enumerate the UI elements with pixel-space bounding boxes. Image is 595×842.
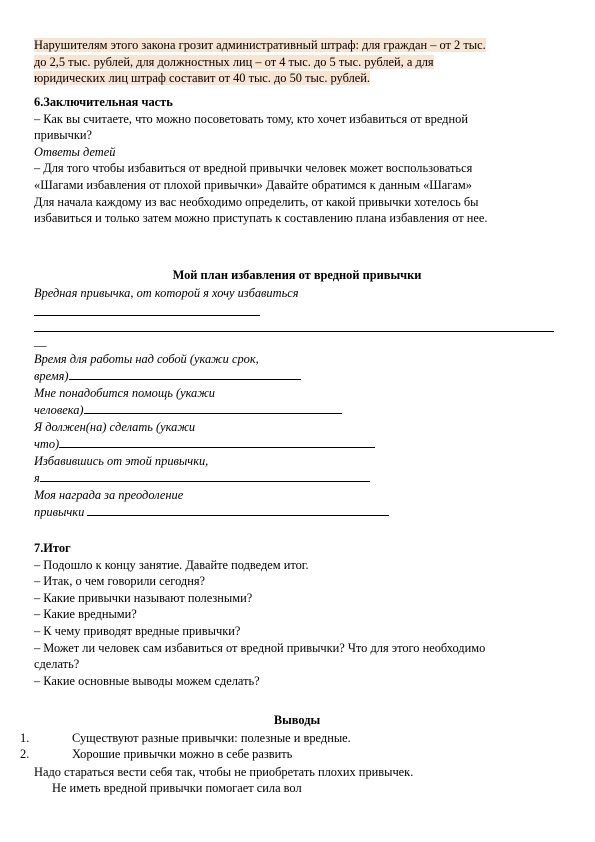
plan-field-time bbox=[34, 367, 301, 385]
plan-field-help bbox=[34, 401, 342, 419]
closing-line: Не иметь вредной привычки помогает сила вол bbox=[52, 781, 302, 795]
conclusions-title: Выводы bbox=[273, 713, 321, 727]
answers-label: Ответы детей bbox=[34, 144, 116, 159]
conclusion-item-text: Хорошие привычки можно в себе развить bbox=[72, 747, 293, 761]
conclusion-item-text: Существуют разные привычки: полезные и вредные. bbox=[72, 731, 351, 745]
plan-field-help-label2: человека) bbox=[34, 403, 84, 417]
question-line: – Как вы считаете, что можно посоветовать тому, кто хочет избавиться от вредной bbox=[34, 111, 468, 126]
habit-answer-line-full bbox=[34, 331, 554, 332]
plan-field-todo bbox=[34, 435, 375, 453]
plan-field-todo-label2: что) bbox=[34, 437, 60, 451]
summary-line: – К чему приводят вредные привычки? bbox=[34, 623, 241, 638]
section-7 bbox=[34, 540, 564, 689]
section-6 bbox=[34, 94, 564, 227]
fine-line: юридических лиц штраф составит от 40 тыс. до 50 тыс. рублей. bbox=[34, 71, 370, 86]
fine-line: до 2,5 тыс. рублей, для должностных лиц – от 4 тыс. до 5 тыс. рублей, а для bbox=[34, 54, 434, 69]
summary-line: – Итак, о чем говорили сегодня? bbox=[34, 574, 206, 589]
summary-line: – Подошло к концу занятие. Давайте подведем итог. bbox=[34, 557, 309, 572]
section-7-heading: 7.Итог bbox=[34, 541, 71, 555]
plan-field-reward bbox=[34, 503, 389, 521]
habit-answer-line bbox=[34, 315, 260, 316]
plan-field-help-blank bbox=[84, 401, 342, 414]
conclusion-item-number: 1. bbox=[20, 731, 30, 745]
conclusion-item-number: 2. bbox=[20, 747, 30, 761]
plan-field-result-blank bbox=[40, 469, 370, 482]
plan-field-reward-blank bbox=[87, 503, 389, 516]
plan-field-help-label: Мне понадобится помощь (укажи bbox=[34, 386, 215, 400]
summary-line: – Какие вредными? bbox=[34, 607, 137, 622]
summary-line: – Какие основные выводы можем сделать? bbox=[34, 673, 260, 688]
plan-title: Мой план избавления от вредной привычки bbox=[172, 268, 422, 282]
plan-field-time-label: Время для работы над собой (укажи срок, bbox=[34, 352, 259, 366]
fine-line: Нарушителям этого закона грозит административный штраф: для граждан – от 2 тыс. bbox=[34, 38, 486, 52]
answer-line: избавиться и только затем можно приступать к составлению плана избавления от нее. bbox=[34, 211, 488, 226]
answer-line: – Для того чтобы избавиться от вредной привычки человек может воспользоваться bbox=[34, 161, 473, 176]
plan-field-reward-label2: привычки bbox=[34, 505, 88, 519]
summary-line: сделать? bbox=[34, 657, 80, 672]
plan-field-result bbox=[34, 469, 370, 487]
plan-field-todo-blank bbox=[59, 435, 375, 448]
plan-field-time-blank bbox=[69, 367, 301, 380]
plan-field-result-label2: я bbox=[34, 471, 40, 485]
plan-field-reward-label: Моя награда за преодоление bbox=[34, 488, 184, 502]
plan-field-time-label2: время) bbox=[34, 369, 69, 383]
summary-line: – Какие привычки называют полезными? bbox=[34, 590, 253, 605]
summary-line: – Может ли человек сам избавиться от вредной привычки? Что для этого необходимо bbox=[34, 640, 486, 655]
trailing-underscores: __ bbox=[34, 334, 47, 348]
fine-paragraph bbox=[34, 37, 560, 87]
answer-line: Для начала каждому из вас необходимо определить, от какой привычки хотелось бы bbox=[34, 194, 479, 209]
plan-field-result-label: Избавившись от этой привычки, bbox=[34, 454, 209, 468]
plan-field-todo-label: Я должен(на) сделать (укажи bbox=[34, 420, 196, 434]
answer-line: «Шагами избавления от плохой привычки» Давайте обратимся к данным «Шагам» bbox=[34, 177, 472, 192]
question-line: привычки? bbox=[34, 128, 93, 143]
habit-label: Вредная привычка, от которой я хочу избавиться bbox=[34, 286, 299, 300]
section-6-heading: 6.Заключительная часть bbox=[34, 95, 173, 109]
closing-line: Надо стараться вести себя так, чтобы не приобретать плохих привычек. bbox=[34, 765, 414, 779]
